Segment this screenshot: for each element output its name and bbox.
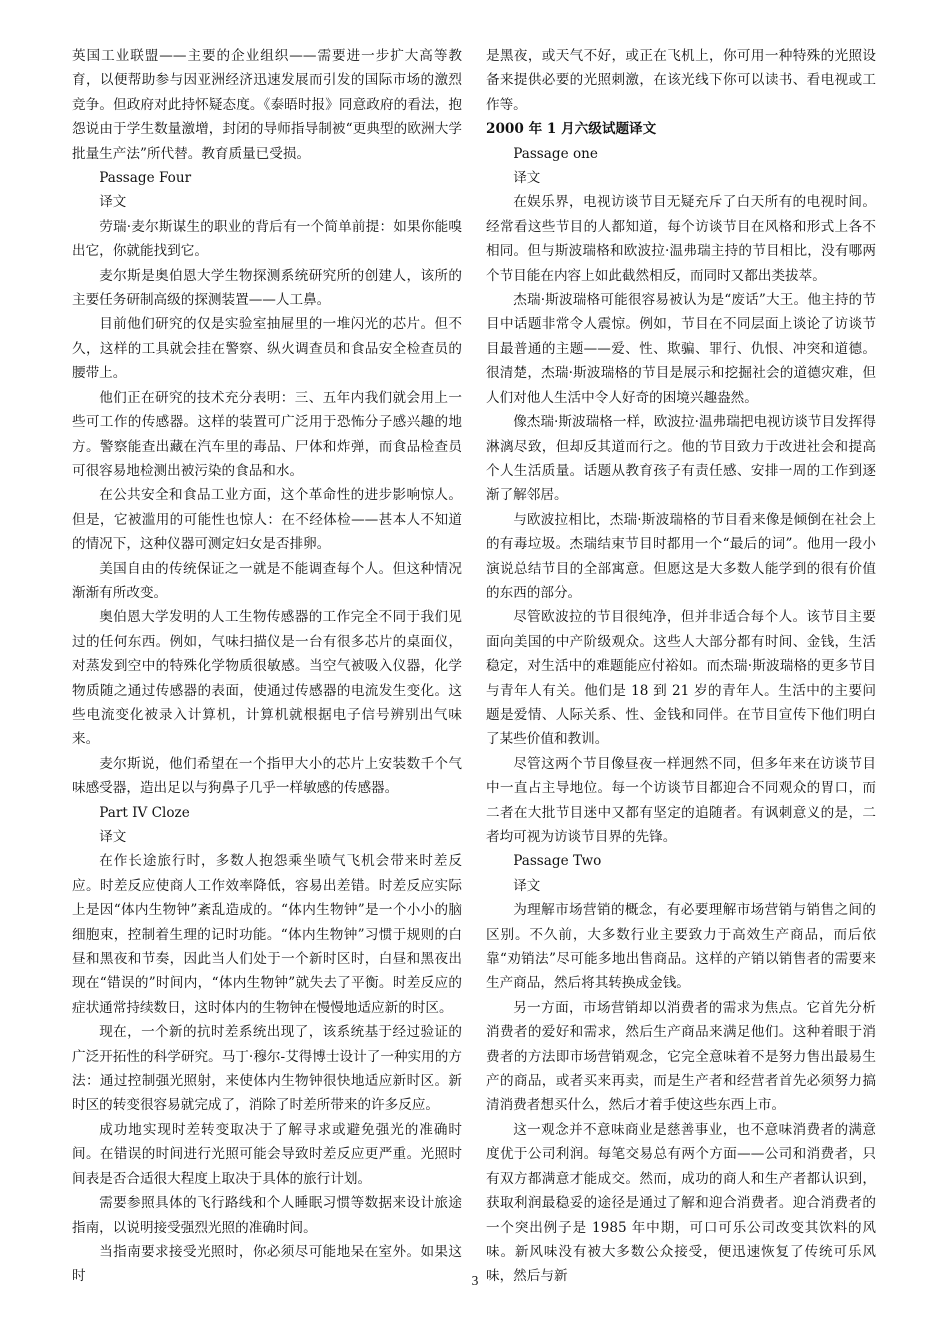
right-section-label: Passage one	[513, 145, 598, 162]
right-section-label: 译文	[513, 877, 541, 894]
right-paragraph: 像杰瑞·斯波瑞格一样，欧波拉·温弗瑞把电视访谈节目发挥得淋漓尽致，但却反其道而行之。他的节目致力于改进社会和提高个人生活质量。话题从教育孩子有责任感、安排一周的工作到逐渐了解邻居。	[486, 414, 876, 504]
left-paragraph: 成功地实现时差转变取决于了解寻求或避免强光的准确时间。在错误的时间进行光照可能会导致时差反应更严重。光照时间表是否合适很大程度上取决于具体的旅行计划。	[72, 1121, 462, 1187]
right-section-label: Passage Two	[513, 853, 602, 870]
left-section-label: Part IV Cloze	[99, 804, 190, 821]
left-paragraph: 现在，一个新的抗时差系统出现了，该系统基于经过验证的广泛开拓性的科学研究。马丁·穆尔-艾得博士设计了一种实用的方法：通过控制强光照射，来使体内生物钟很快地适应新时区。新时区的转变很容易就完成了，消除了时差所带来的许多反应。	[72, 1024, 462, 1114]
right-section-heading: 2000 年 1 月六级试题译文	[486, 121, 657, 138]
page-number: 3	[471, 1273, 479, 1288]
left-paragraph: 在公共安全和食品工业方面，这个革命性的进步影响惊人。但是，它被滥用的可能性也惊人：在不经体检——甚本人不知道的情况下，这种仪器可测定妇女是否排卵。	[72, 487, 462, 553]
left-paragraph: 麦尔斯是奥伯恩大学生物探测系统研究所的创建人，该所的主要任务研制高级的探测装置——人工鼻。	[72, 267, 462, 309]
right-paragraph: 为理解市场营销的概念，有必要理解市场营销与销售之间的区别。不久前，大多数行业主要致力于高效生产商品，而后依靠“劝销法”尽可能多地出售商品。这样的产销以销售者的需要来生产商品，然后将其转换成金钱。	[486, 902, 876, 992]
right-paragraph: 尽管这两个节目像昼夜一样迥然不同，但多年来在访谈节目中一直占主导地位。每一个访谈节目都迎合不同观众的胃口，而二者在大批节目迷中又都有坚定的追随者。有讽刺意义的是，二者均可视为访谈节目界的先锋。	[486, 755, 876, 845]
left-column	[72, 44, 462, 1289]
left-paragraph: 劳瑞·麦尔斯谋生的职业的背后有一个简单前提：如果你能嗅出它，你就能找到它。	[72, 218, 462, 260]
right-paragraph: 杰瑞·斯波瑞格可能很容易被认为是“废话”大王。他主持的节目中话题非常令人震惊。例如，节目在不同层面上谈论了访谈节目最普通的主题——爱、性、欺骗、罪行、仇恨、冲突和道德。很清楚，杰瑞·斯波瑞格的节目是展示和挖掘社会的道德灾难，但人们对他人生活中令人好奇的困境兴趣盎然。	[486, 292, 876, 406]
left-paragraph: 在作长途旅行时，多数人抱怨乘坐喷气飞机会带来时差反应。时差反应使商人工作效率降低，容易出差错。时差反应实际上是因“体内生物钟”紊乱造成的。“体内生物钟”是一个小小的脑细胞束，控制着生理的记时功能。“体内生物钟”习惯于规则的白昼和黑夜和节奏，因此当人们处于一个新时区时，白昼和黑夜出现在“错误的”时间内，“体内生物钟”就失去了平衡。时差反应的症状通常持续数日，这时体内的生物钟在慢慢地适应新的时区。	[72, 853, 462, 1016]
right-paragraph: 另一方面，市场营销却以消费者的需求为焦点。它首先分析消费者的爱好和需求，然后生产商品来满足他们。这种着眼于消费者的方法即市场营销观念，它完全意味着不是努力售出最易生产的商品，或者买来再卖，而是生产者和经营者首先必须努力搞清消费者想买什么，然后才着手使这些东西上市。	[486, 999, 876, 1114]
left-continued-paragraph: 英国工业联盟——主要的企业组织——需要进一步扩大高等教育，以便帮助参与因亚洲经济迅速发展而引发的国际市场的激烈竞争。但政府对此持怀疑态度。《泰晤时报》同意政府的看法，抱怨说由于学生数量激增，封闭的导师指导制被“更典型的欧洲大学批量生产法”所代替。教育质量已受损。	[72, 48, 462, 162]
left-paragraph: 目前他们研究的仅是实验室抽屉里的一堆闪光的芯片。但不久，这样的工具就会挂在警察、纵火调查员和食品安全检查员的腰带上。	[72, 316, 462, 382]
left-section-label: 译文	[99, 829, 127, 845]
left-section-label: Passage Four	[99, 170, 192, 187]
right-section-label: 译文	[513, 170, 541, 187]
right-paragraph: 在娱乐界，电视访谈节目无疑充斥了白天所有的电视时间。经常看这些节目的人都知道，每个访谈节目在风格和形式上各不相同。但与斯波瑞格和欧波拉·温弗瑞主持的节目相比，没有哪两个节目能在内容上如此截然相反，而同时又都出类拔萃。	[486, 194, 876, 284]
left-paragraph: 需要参照具体的飞行路线和个人睡眠习惯等数据来设计旅途指南，以说明接受强烈光照的准确时间。	[72, 1195, 462, 1236]
left-paragraph: 美国自由的传统保证之一就是不能调查每个人。但这种情况渐渐有所改变。	[72, 560, 462, 601]
left-section-label: 译文	[99, 194, 127, 211]
left-paragraph: 麦尔斯说，他们希望在一个指甲大小的芯片上安装数千个气味感受器，造出足以与狗鼻子几乎一样敏感的传感器。	[72, 755, 462, 797]
right-continued-paragraph: 是黑夜，或天气不好，或正在飞机上，你可用一种特殊的光照设备来提供必要的光照刺激，在该光线下你可以读书、看电视或工作等。	[486, 48, 876, 113]
right-paragraph: 尽管欧波拉的节目很纯净，但并非适合每个人。该节目主要面向美国的中产阶级观众。这些人大部分都有时间、金钱，生活稳定，对生活中的难题能应付裕如。而杰瑞·斯波瑞格的更多节目与青年人有关。他们是 18 到 21 岁的青年人。生活中的主要问题是爱情、人际关系、性、金钱和同伴。在节目宣传下他们明白了某些价值和教训。	[486, 609, 876, 748]
left-paragraph: 当指南要求接受光照时，你必须尽可能地呆在室外。如果这时	[72, 1243, 462, 1285]
left-paragraph: 他们正在研究的技术充分表明：三、五年内我们就会用上一些可工作的传感器。这样的装置可广泛用于恐怖分子感兴趣的地方。警察能查出藏在汽车里的毒品、尸体和炸弹，而食品检查员可很容易地检测出被污染的食品和水。	[72, 389, 462, 479]
right-column	[486, 44, 876, 1289]
left-paragraph: 奥伯恩大学发明的人工生物传感器的工作完全不同于我们见过的任何东西。例如，气味扫描仪是一台有很多芯片的桌面仪，对蒸发到空中的特殊化学物质很敏感。当空气被吸入仪器，化学物质随之通过传感器的表面，使通过传感器的电流发生变化。这些电流变化被录入计算机，计算机就根据电子信号辨别出气味来。	[72, 609, 462, 748]
right-paragraph: 与欧波拉相比，杰瑞·斯波瑞格的节目看来像是倾倒在社会上的有毒垃圾。杰瑞结束节目时都用一个“最后的词”。他用一段小演说总结节目的全部寓意。但愿这是大多数人能学到的很有价值的东西的部分。	[486, 511, 876, 601]
right-paragraph: 这一观念并不意味商业是慈善事业，也不意味消费者的满意度优于公司利润。每笔交易总有两个方面——公司和消费者，只有双方都满意才能成交。然而，成功的商人和生产者都认识到，获取利润最稳妥的途径是通过了解和迎合消费者。迎合消费者的一个突出例子是 1985 年中期，可口可乐公司改变其饮料的风味。新风味没有被大多数公众接受，便迅速恢复了传统可乐风味，然后与新	[486, 1121, 876, 1285]
